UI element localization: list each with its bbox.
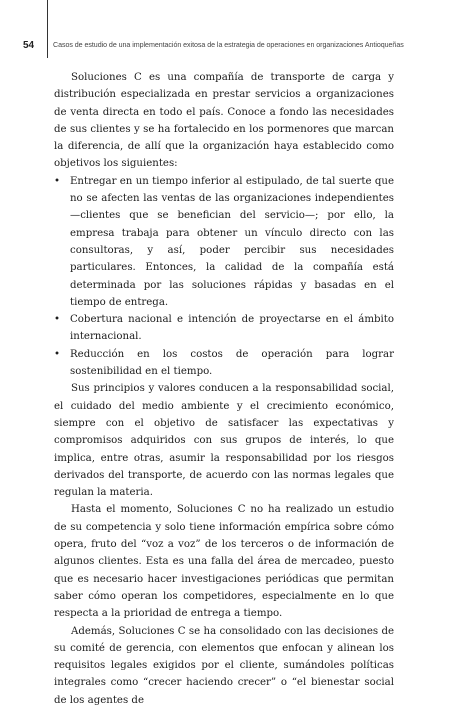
list-item [54, 311, 394, 346]
bullet-icon: • [54, 175, 61, 187]
objectives-list [54, 173, 394, 381]
page-header [0, 0, 453, 58]
paragraph: Sus principios y valores conducen a la responsabilidad social, el cuidado del medio ambiente y el crecimiento económico, siempre con el objetivo de satisfacer las expectativas y compromisos adquiridos con sus grupos de interés, lo que implica, entre otras, asumir la responsabilidad por los riesgos derivados del transporte, de acuerdo con las normas legales que regulan la materia. [54, 383, 394, 499]
bullet-icon: • [54, 314, 61, 326]
list-item-text: Cobertura nacional e intención de proyectarse en el ámbito internacional. [70, 314, 394, 343]
list-item [54, 346, 394, 381]
paragraph: Además, Soluciones C se ha consolidado con las decisiones de su comité de gerencia, con elementos que enfocan y alinean los requisitos legales exigidos por el cliente, sumándoles políticas integrales como “crecer haciendo crecer” o “el bienestar social de los agentes de [54, 625, 394, 706]
header-divider [47, 0, 48, 58]
bullet-icon: • [54, 348, 61, 360]
running-head: Casos de estudio de una implementación exitosa de la estrategia de operaciones en organizaciones Antioqueñas [53, 41, 404, 49]
list-item-text: Entregar en un tiempo inferior al estipulado, de tal suerte que no se afecten las ventas de las organizaciones independientes —clientes que se benefician del servicio—; por ello, la empresa trabaja para obtener un vínculo directo con las consultoras, y así, poder percibir sus necesidades particulares. Entonces, la calidad de la compañía está determinada por las soluciones rápidas y basadas en el tiempo de entrega. [70, 175, 394, 308]
list-item [54, 173, 394, 311]
body-text [54, 69, 394, 709]
list-item-text: Reducción en los costos de operación para lograr sostenibilidad en el tiempo. [70, 348, 394, 378]
paragraph: Hasta el momento, Soluciones C no ha realizado un estudio de su competencia y solo tiene información empírica sobre cómo opera, fruto del “voz a voz” de los terceros o de información de algunos clientes. Esta es una falla del área de mercadeo, puesto que es necesario hacer investigaciones periódicas que permitan saber cómo operan los competidores, especialmente en lo que respecta a la prioridad de entrega a tiempo. [54, 504, 394, 620]
page-number: 54 [23, 40, 35, 51]
paragraph: Soluciones C es una compañía de transporte de carga y distribución especializada en prestar servicios a organizaciones de venta directa en todo el país. Conoce a fondo las necesidades de sus clientes y se ha fortalecido en los pormenores que marcan la diferencia, de allí que la organización haya establecido como objetivos los siguientes: [54, 72, 394, 170]
